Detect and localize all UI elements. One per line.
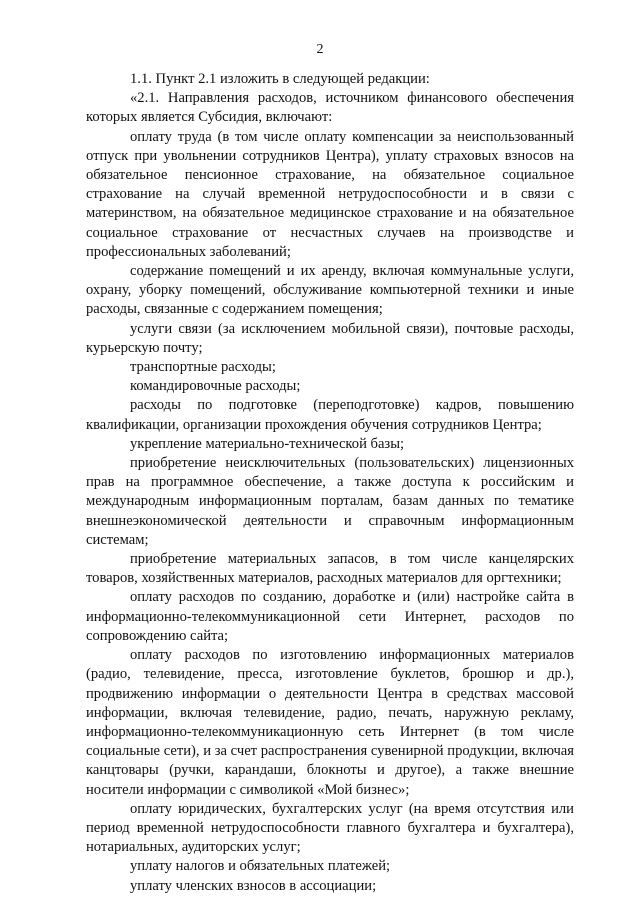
expense-item: содержание помещений и их аренду, включая коммунальные услуги, охрану, уборку помещений, обслуживание компьютерной техники и иные расходы, связанные с содержанием помещения; xyxy=(86,263,574,318)
expense-item: услуги связи (за исключением мобильной связи), почтовые расходы, курьерскую почту; xyxy=(86,320,574,356)
document-body xyxy=(86,70,574,896)
expense-item: оплату расходов по созданию, доработке и (или) настройке сайта в информационно-телекоммуникационной сети Интернет, расходов по сопровождению сайта; xyxy=(86,589,574,644)
expense-item: приобретение неисключительных (пользовательских) лицензионных прав на программное обеспечение, а также доступа к российским и международным информационным порталам, базам данных по тематике внешнеэкономической деятельности и справочным информационным системам; xyxy=(86,455,574,548)
expense-item: оплату юридических, бухгалтерских услуг (на время отсутствия или период временной нетрудоспособности главного бухгалтера и бухгалтера), нотариальных, аудиторских услуг; xyxy=(86,800,574,856)
expense-item: укрепление материально-технической базы; xyxy=(130,435,405,452)
expense-item: оплату расходов по изготовлению информационных материалов (радио, телевидение, пресса, изготовление буклетов, брошюр и др.), продвижению информации о деятельности Центра в средствах массовой информации, включая телевидение, радио, печать, наружную рекламу, информационно-телекоммуникационную сеть Интернет (в том числе социальные сети), и за счет распространения сувенирной продукции, включая канцтовары (ручки, карандаши, блокноты и другое), а также внешние носители информации с символикой «Мой бизнес»; xyxy=(86,647,574,798)
expense-item: уплату налогов и обязательных платежей; xyxy=(130,858,391,875)
clause-intro: «2.1. Направления расходов, источником финансового обеспечения которых является Субсидия, включают: xyxy=(86,90,574,126)
page-number: 2 xyxy=(316,42,324,57)
expense-item: командировочные расходы; xyxy=(130,378,301,395)
expense-item: уплату членских взносов в ассоциации; xyxy=(130,877,377,894)
expense-item: оплату труда (в том числе оплату компенсации за неиспользованный отпуск при увольнении сотрудников Центра), уплату страховых взносов на обязательное пенсионное страхование, на обязательное социальное страхование на случай временной нетрудоспособности и в связи с материнством, на обязательное медицинское страхование и на обязательное социальное страхование от несчастных случаев на производстве и профессиональных заболеваний; xyxy=(86,128,574,260)
expense-item: расходы по подготовке (переподготовке) кадров, повышению квалификации, организации прохождения обучения сотрудников Центра; xyxy=(86,397,574,433)
expense-item: транспортные расходы; xyxy=(130,359,276,376)
clause-heading: 1.1. Пункт 2.1 изложить в следующей редакции: xyxy=(130,71,430,87)
expense-item: приобретение материальных запасов, в том числе канцелярских товаров, хозяйственных материалов, расходных материалов для оргтехники; xyxy=(86,551,574,587)
